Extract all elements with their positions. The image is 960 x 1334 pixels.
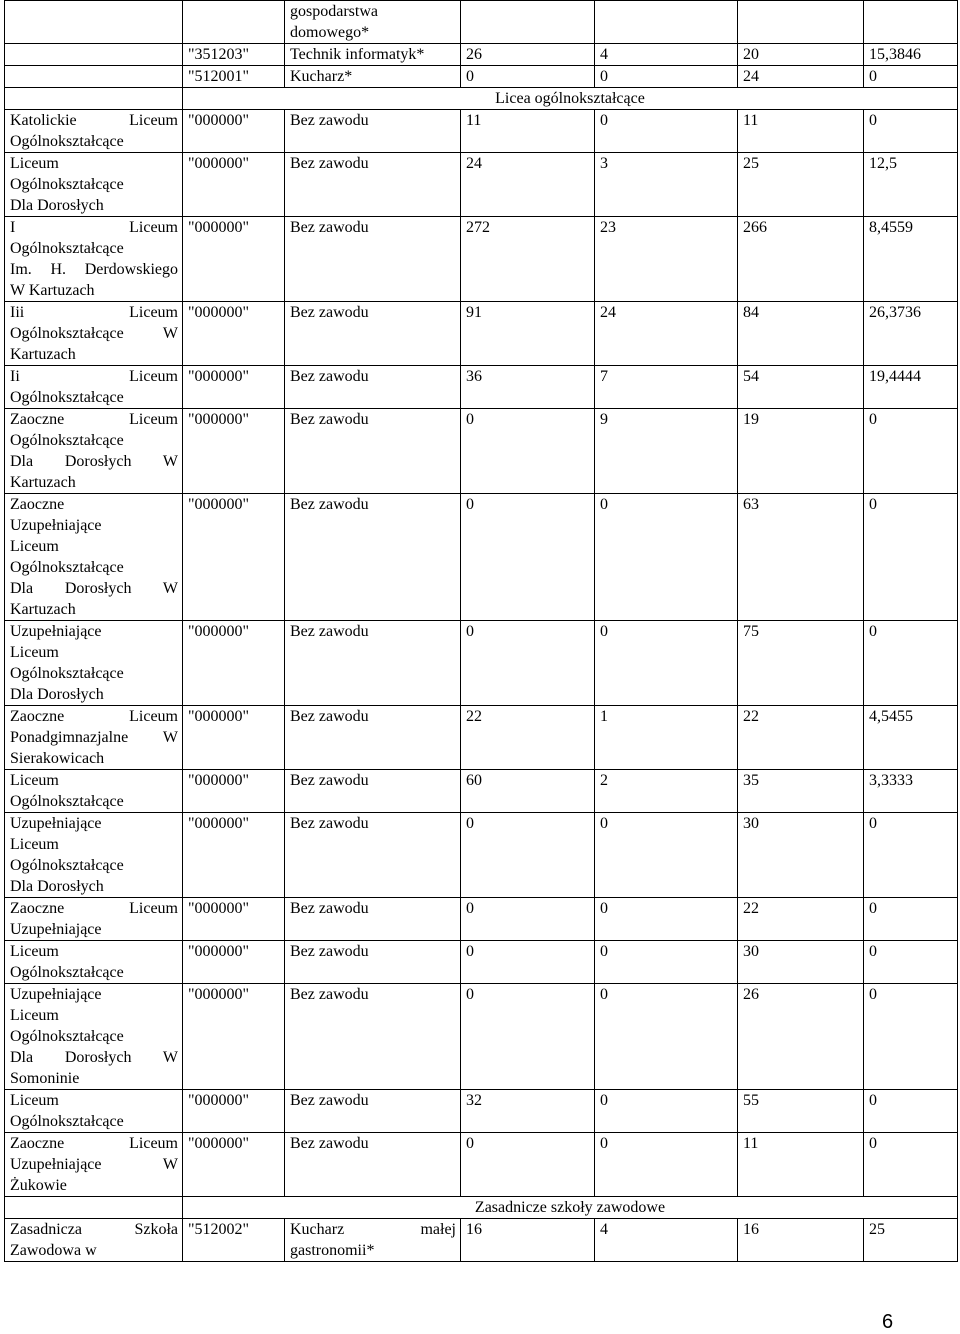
occupation-code-cell: "000000" — [183, 153, 285, 217]
school-name-cell-line: Kartuzach — [10, 601, 76, 618]
school-name-cell — [5, 366, 183, 409]
value-cell-c3: 16 — [738, 1219, 864, 1262]
value-cell-c2: 0 — [595, 984, 738, 1090]
value-cell-c3: 30 — [738, 813, 864, 898]
school-name-cell-line: Katolickie Liceum — [10, 112, 178, 129]
table-row — [5, 1090, 958, 1133]
school-name-cell — [5, 813, 183, 898]
school-name-cell-line: Ogólnokształcące — [10, 857, 124, 874]
document-page — [4, 0, 958, 1262]
school-name-cell-line: Zaoczne — [10, 496, 65, 513]
section-header: Zasadnicze szkoły zawodowe — [183, 1197, 958, 1219]
occupation-name-cell-line: Kucharz* — [290, 68, 353, 85]
school-name-cell-line: Zaoczne Liceum — [10, 1135, 178, 1152]
school-name-cell-line: Dla Dorosłych — [10, 878, 104, 895]
value-cell-c2: 0 — [595, 621, 738, 706]
school-name-cell-line: Kartuzach — [10, 346, 76, 363]
occupation-name-cell: Bez zawodu — [285, 366, 461, 409]
school-name-cell — [5, 409, 183, 494]
school-name-cell — [5, 984, 183, 1090]
occupation-name-cell-line: gospodarstwa — [290, 3, 378, 20]
table-row — [5, 898, 958, 941]
empty-cell — [5, 88, 183, 110]
value-cell-c1: 26 — [461, 44, 595, 66]
occupation-code-cell: "512002" — [183, 1219, 285, 1262]
section-header-row — [5, 1197, 958, 1219]
occupation-name-cell — [285, 66, 461, 88]
value-cell-c4: 0 — [864, 1090, 958, 1133]
occupation-code-cell: "000000" — [183, 1133, 285, 1197]
table-row — [5, 1133, 958, 1197]
school-name-cell-line: Dla Dorosłych — [10, 197, 104, 214]
value-cell-c4: 0 — [864, 1133, 958, 1197]
occupation-name-cell: Bez zawodu — [285, 409, 461, 494]
occupation-name-cell — [285, 1219, 461, 1262]
school-name-cell-line: Ogólnokształcące — [10, 793, 124, 810]
value-cell-c2: 1 — [595, 706, 738, 770]
value-cell-c2: 0 — [595, 66, 738, 88]
table-body — [5, 1, 958, 1262]
value-cell-c1: 0 — [461, 941, 595, 984]
school-name-cell-line: Kartuzach — [10, 474, 76, 491]
value-cell-c3: 19 — [738, 409, 864, 494]
value-cell-c4: 0 — [864, 494, 958, 621]
value-cell-c3: 75 — [738, 621, 864, 706]
occupation-code-cell: "000000" — [183, 898, 285, 941]
value-cell-c4: 3,3333 — [864, 770, 958, 813]
school-name-cell-line: Uzupełniające — [10, 623, 102, 640]
occupation-name-cell: Bez zawodu — [285, 898, 461, 941]
occupation-name-cell: Bez zawodu — [285, 706, 461, 770]
occupation-name-cell: Bez zawodu — [285, 621, 461, 706]
school-name-cell-line: Dla Dorosłych W — [10, 453, 178, 470]
value-cell-c1: 91 — [461, 302, 595, 366]
school-name-cell-line: Żukowie — [10, 1177, 67, 1194]
table-row — [5, 1219, 958, 1262]
occupation-name-cell — [285, 1, 461, 44]
value-cell-c4: 8,4559 — [864, 217, 958, 302]
value-cell-c4: 25 — [864, 1219, 958, 1262]
value-cell-c1: 0 — [461, 621, 595, 706]
school-name-cell-line: Dla Dorosłych W — [10, 580, 178, 597]
occupation-code-cell: "000000" — [183, 770, 285, 813]
value-cell-c1: 0 — [461, 66, 595, 88]
school-name-cell — [5, 1, 183, 44]
value-cell-c2: 2 — [595, 770, 738, 813]
occupation-name-cell: Bez zawodu — [285, 1090, 461, 1133]
school-name-cell-line: Zaoczne Liceum — [10, 708, 178, 725]
occupation-code-cell: "512001" — [183, 66, 285, 88]
value-cell-c3: 11 — [738, 110, 864, 153]
value-cell-c3: 54 — [738, 366, 864, 409]
empty-cell — [5, 1197, 183, 1219]
value-cell-c2: 0 — [595, 110, 738, 153]
value-cell-c1 — [461, 1, 595, 44]
value-cell-c2: 24 — [595, 302, 738, 366]
table-row — [5, 44, 958, 66]
value-cell-c4: 0 — [864, 941, 958, 984]
value-cell-c2: 0 — [595, 494, 738, 621]
occupation-name-cell: Bez zawodu — [285, 770, 461, 813]
value-cell-c1: 0 — [461, 898, 595, 941]
school-name-cell-line: Ogólnokształcące — [10, 1113, 124, 1130]
occupation-name-cell: Bez zawodu — [285, 494, 461, 621]
school-name-cell — [5, 494, 183, 621]
value-cell-c2: 9 — [595, 409, 738, 494]
occupation-name-cell: Bez zawodu — [285, 153, 461, 217]
value-cell-c2 — [595, 1, 738, 44]
school-name-cell-line: Dla Dorosłych W — [10, 1049, 178, 1066]
value-cell-c3: 30 — [738, 941, 864, 984]
table-row — [5, 494, 958, 621]
value-cell-c4: 0 — [864, 898, 958, 941]
school-name-cell-line: Sierakowicach — [10, 750, 105, 767]
value-cell-c3: 26 — [738, 984, 864, 1090]
school-name-cell-line: Im. H. Derdowskiego — [10, 261, 178, 278]
table-row — [5, 621, 958, 706]
value-cell-c1: 60 — [461, 770, 595, 813]
value-cell-c1: 0 — [461, 494, 595, 621]
table-row — [5, 706, 958, 770]
value-cell-c4: 0 — [864, 984, 958, 1090]
table-row — [5, 366, 958, 409]
schools-table — [4, 0, 958, 1262]
value-cell-c4: 4,5455 — [864, 706, 958, 770]
school-name-cell-line: Ogólnokształcące — [10, 133, 124, 150]
school-name-cell-line: Uzupełniające — [10, 815, 102, 832]
value-cell-c1: 0 — [461, 1133, 595, 1197]
table-row — [5, 302, 958, 366]
value-cell-c3: 22 — [738, 706, 864, 770]
value-cell-c2: 7 — [595, 366, 738, 409]
value-cell-c3: 84 — [738, 302, 864, 366]
value-cell-c4: 26,3736 — [864, 302, 958, 366]
value-cell-c2: 23 — [595, 217, 738, 302]
value-cell-c3: 55 — [738, 1090, 864, 1133]
occupation-name-cell: Bez zawodu — [285, 1133, 461, 1197]
section-header-row — [5, 88, 958, 110]
school-name-cell — [5, 1090, 183, 1133]
value-cell-c2: 0 — [595, 813, 738, 898]
occupation-name-cell-line: Technik informatyk* — [290, 46, 425, 63]
value-cell-c2: 3 — [595, 153, 738, 217]
school-name-cell — [5, 44, 183, 66]
school-name-cell-line: Liceum — [10, 155, 59, 172]
school-name-cell-line: Dla Dorosłych — [10, 686, 104, 703]
school-name-cell — [5, 66, 183, 88]
school-name-cell-line: Liceum — [10, 644, 59, 661]
value-cell-c2: 0 — [595, 941, 738, 984]
school-name-cell-line: I Liceum — [10, 219, 178, 236]
school-name-cell — [5, 941, 183, 984]
school-name-cell-line: Liceum — [10, 1007, 59, 1024]
value-cell-c1: 0 — [461, 409, 595, 494]
school-name-cell — [5, 153, 183, 217]
value-cell-c3: 63 — [738, 494, 864, 621]
school-name-cell-line: Ogólnokształcące — [10, 176, 124, 193]
value-cell-c3: 35 — [738, 770, 864, 813]
page-number: 6 — [882, 1311, 894, 1333]
table-row — [5, 110, 958, 153]
value-cell-c2: 4 — [595, 1219, 738, 1262]
value-cell-c4: 0 — [864, 621, 958, 706]
school-name-cell-line: Ogólnokształcące — [10, 432, 124, 449]
occupation-name-cell: Bez zawodu — [285, 217, 461, 302]
school-name-cell — [5, 621, 183, 706]
value-cell-c1: 24 — [461, 153, 595, 217]
school-name-cell-line: Ii Liceum — [10, 368, 178, 385]
school-name-cell-line: Liceum — [10, 538, 59, 555]
value-cell-c1: 16 — [461, 1219, 595, 1262]
value-cell-c3: 20 — [738, 44, 864, 66]
school-name-cell — [5, 1219, 183, 1262]
school-name-cell-line: Uzupełniające — [10, 986, 102, 1003]
school-name-cell — [5, 110, 183, 153]
occupation-name-cell: Bez zawodu — [285, 110, 461, 153]
school-name-cell-line: Ogólnokształcące — [10, 559, 124, 576]
section-header: Licea ogólnokształcące — [183, 88, 958, 110]
table-row — [5, 770, 958, 813]
value-cell-c3: 22 — [738, 898, 864, 941]
table-row — [5, 217, 958, 302]
school-name-cell-line: Uzupełniające — [10, 517, 102, 534]
school-name-cell-line: Ogólnokształcące — [10, 665, 124, 682]
occupation-code-cell: "000000" — [183, 1090, 285, 1133]
occupation-name-cell: Bez zawodu — [285, 984, 461, 1090]
school-name-cell — [5, 706, 183, 770]
occupation-code-cell: "000000" — [183, 621, 285, 706]
value-cell-c1: 272 — [461, 217, 595, 302]
value-cell-c4: 0 — [864, 409, 958, 494]
occupation-code-cell: "000000" — [183, 409, 285, 494]
value-cell-c1: 22 — [461, 706, 595, 770]
school-name-cell — [5, 302, 183, 366]
school-name-cell-line: Iii Liceum — [10, 304, 178, 321]
school-name-cell-line: Ogólnokształcące W — [10, 325, 178, 342]
value-cell-c3: 11 — [738, 1133, 864, 1197]
school-name-cell — [5, 217, 183, 302]
value-cell-c2: 0 — [595, 1133, 738, 1197]
school-name-cell-line: Zasadnicza Szkoła — [10, 1221, 178, 1238]
table-row — [5, 153, 958, 217]
occupation-name-cell: Bez zawodu — [285, 813, 461, 898]
occupation-code-cell: "000000" — [183, 941, 285, 984]
occupation-code-cell: "000000" — [183, 813, 285, 898]
value-cell-c3 — [738, 1, 864, 44]
occupation-name-cell: Bez zawodu — [285, 302, 461, 366]
value-cell-c4 — [864, 1, 958, 44]
school-name-cell — [5, 770, 183, 813]
school-name-cell-line: Ogólnokształcące — [10, 964, 124, 981]
occupation-code-cell — [183, 1, 285, 44]
table-row — [5, 941, 958, 984]
value-cell-c1: 0 — [461, 984, 595, 1090]
school-name-cell-line: Somoninie — [10, 1070, 80, 1087]
value-cell-c2: 0 — [595, 1090, 738, 1133]
occupation-code-cell: "351203" — [183, 44, 285, 66]
school-name-cell-line: Zaoczne Liceum — [10, 411, 178, 428]
value-cell-c3: 24 — [738, 66, 864, 88]
school-name-cell — [5, 898, 183, 941]
school-name-cell-line: Uzupełniające W — [10, 1156, 178, 1173]
occupation-name-cell — [285, 44, 461, 66]
table-row — [5, 409, 958, 494]
school-name-cell-line: W Kartuzach — [10, 282, 95, 299]
school-name-cell-line: Ogólnokształcące — [10, 1028, 124, 1045]
table-row — [5, 813, 958, 898]
school-name-cell-line: Zawodowa w — [10, 1242, 97, 1259]
school-name-cell-line: Ogólnokształcące — [10, 240, 124, 257]
value-cell-c4: 12,5 — [864, 153, 958, 217]
value-cell-c1: 11 — [461, 110, 595, 153]
occupation-code-cell: "000000" — [183, 302, 285, 366]
occupation-code-cell: "000000" — [183, 217, 285, 302]
school-name-cell-line: Liceum — [10, 943, 59, 960]
value-cell-c1: 36 — [461, 366, 595, 409]
occupation-code-cell: "000000" — [183, 706, 285, 770]
school-name-cell-line: Liceum — [10, 836, 59, 853]
value-cell-c4: 0 — [864, 66, 958, 88]
value-cell-c1: 0 — [461, 813, 595, 898]
value-cell-c4: 0 — [864, 813, 958, 898]
value-cell-c3: 25 — [738, 153, 864, 217]
occupation-name-cell-line: domowego* — [290, 24, 370, 41]
value-cell-c2: 4 — [595, 44, 738, 66]
occupation-code-cell: "000000" — [183, 984, 285, 1090]
occupation-code-cell: "000000" — [183, 366, 285, 409]
occupation-code-cell: "000000" — [183, 494, 285, 621]
occupation-code-cell: "000000" — [183, 110, 285, 153]
occupation-name-cell-line: Kucharz małej — [290, 1221, 456, 1238]
occupation-name-cell: Bez zawodu — [285, 941, 461, 984]
value-cell-c2: 0 — [595, 898, 738, 941]
school-name-cell-line: Zaoczne Liceum — [10, 900, 178, 917]
value-cell-c4: 15,3846 — [864, 44, 958, 66]
school-name-cell-line: Ponadgimnazjalne W — [10, 729, 178, 746]
value-cell-c4: 0 — [864, 110, 958, 153]
school-name-cell-line: Liceum — [10, 772, 59, 789]
school-name-cell — [5, 1133, 183, 1197]
table-row — [5, 984, 958, 1090]
school-name-cell-line: Liceum — [10, 1092, 59, 1109]
school-name-cell-line: Uzupełniające — [10, 921, 102, 938]
value-cell-c3: 266 — [738, 217, 864, 302]
table-row — [5, 66, 958, 88]
value-cell-c4: 19,4444 — [864, 366, 958, 409]
school-name-cell-line: Ogólnokształcące — [10, 389, 124, 406]
occupation-name-cell-line: gastronomii* — [290, 1242, 375, 1259]
value-cell-c1: 32 — [461, 1090, 595, 1133]
table-row — [5, 1, 958, 44]
